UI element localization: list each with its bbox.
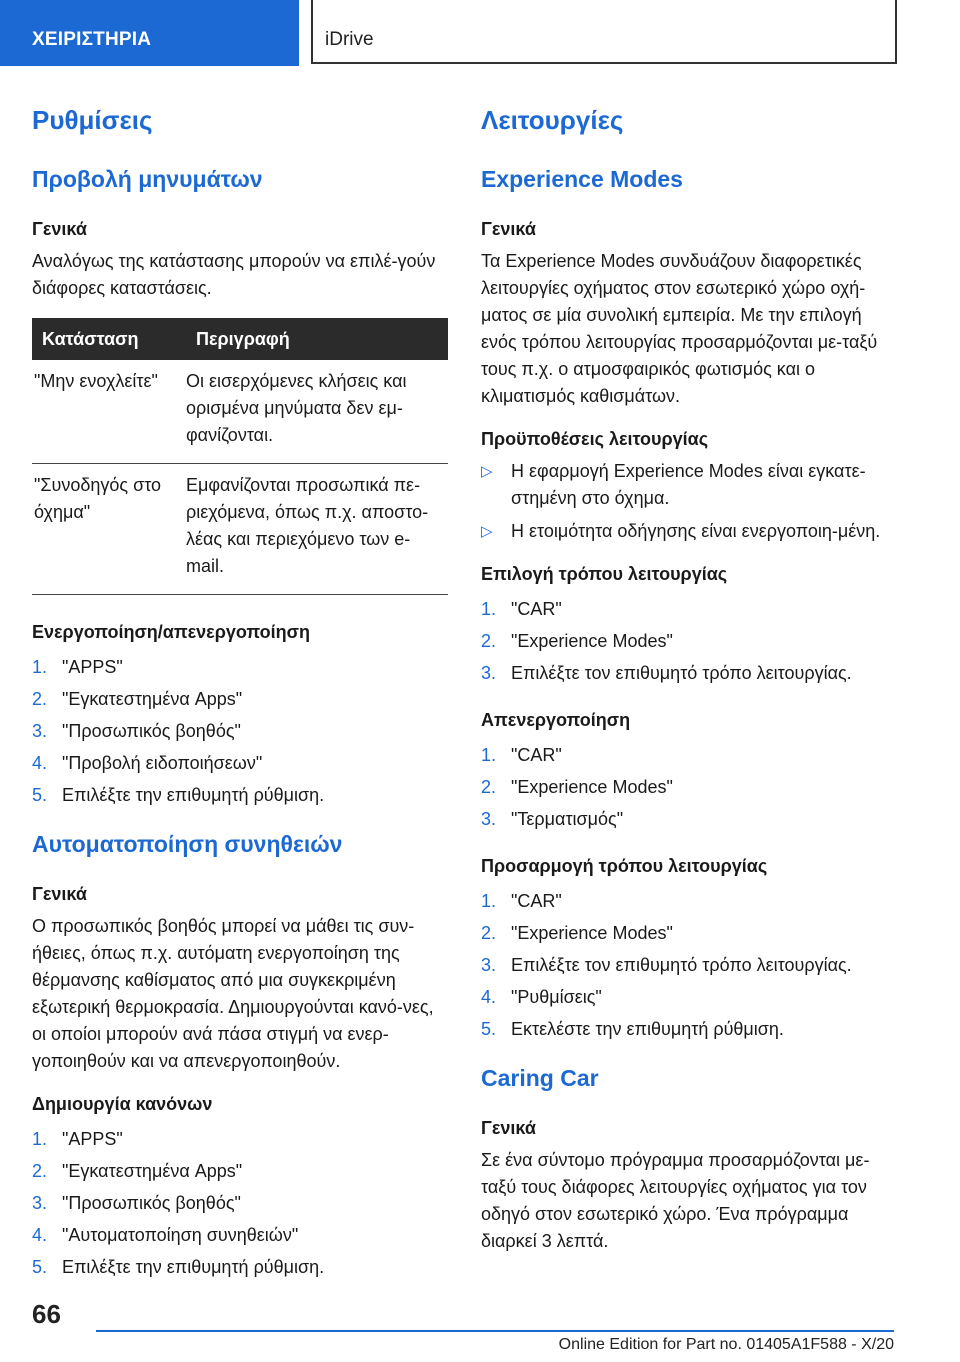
step-text: "Προσωπικός βοηθός" bbox=[62, 721, 241, 741]
step-text: "Αυτοματοποίηση συνηθειών" bbox=[62, 1225, 299, 1245]
step-number: 5. bbox=[32, 785, 48, 805]
prereq-heading: Προϋποθέσεις λειτουργίας bbox=[481, 429, 709, 449]
caring-general-text: Σε ένα σύντομο πρόγραμμα προσαρμόζονται με-ταξύ τους διάφορες λειτουργίες οχήματος για τον οδηγό στον εσωτερικό χώρο. Ένα πρόγραμμα διαρκεί 3 λεπτά. bbox=[481, 1150, 870, 1251]
triangle-bullet-icon: ▷ bbox=[481, 523, 493, 540]
section-tab bbox=[311, 0, 897, 64]
step-number: 4. bbox=[32, 753, 48, 773]
step-number: 1. bbox=[32, 657, 48, 677]
list-item bbox=[481, 458, 897, 512]
rules-heading: Δημιουργία κανόνων bbox=[32, 1094, 213, 1114]
list-item bbox=[32, 651, 448, 683]
step-number: 2. bbox=[481, 923, 497, 943]
step-text: "Εγκατεστημένα Apps" bbox=[62, 1161, 243, 1181]
status-table bbox=[32, 318, 448, 595]
step-text: Επιλέξτε την επιθυμητή ρύθμιση. bbox=[62, 785, 325, 805]
toggle-steps bbox=[32, 651, 448, 811]
toggle-heading: Ενεργοποίηση/απενεργοποίηση bbox=[32, 622, 310, 642]
step-text: "APPS" bbox=[62, 1129, 123, 1149]
page-number: 66 bbox=[32, 1299, 61, 1329]
list-item bbox=[481, 981, 897, 1013]
step-number: 3. bbox=[32, 721, 48, 741]
table-row bbox=[32, 360, 448, 464]
step-text: "Τερματισμός" bbox=[511, 809, 624, 829]
list-item bbox=[481, 803, 897, 835]
select-steps bbox=[481, 593, 897, 689]
step-text: "Προσωπικός βοηθός" bbox=[62, 1193, 241, 1213]
caring-general-heading: Γενικά bbox=[481, 1118, 536, 1138]
prereq-text: Η εφαρμογή Experience Modes είναι εγκατε-στημένη στο όχημα. bbox=[511, 461, 866, 508]
step-text: "CAR" bbox=[511, 599, 562, 619]
list-item bbox=[481, 625, 897, 657]
step-number: 2. bbox=[481, 631, 497, 651]
table-row bbox=[32, 464, 448, 595]
step-text: "Ρυθμίσεις" bbox=[511, 987, 602, 1007]
step-text: Επιλέξτε την επιθυμητή ρύθμιση. bbox=[62, 1257, 325, 1277]
step-text: Επιλέξτε τον επιθυμητό τρόπο λειτουργίας. bbox=[511, 663, 852, 683]
section-title: iDrive bbox=[325, 29, 374, 50]
step-number: 5. bbox=[32, 1257, 48, 1277]
adapt-steps bbox=[481, 885, 897, 1045]
table-header-description: Περιγραφή bbox=[186, 318, 448, 360]
list-item bbox=[481, 917, 897, 949]
step-number: 2. bbox=[481, 777, 497, 797]
step-text: "Experience Modes" bbox=[511, 631, 673, 651]
edition-footer: Online Edition for Part no. 01405A1F588 - X/20 bbox=[558, 1336, 894, 1353]
msgview-general-heading: Γενικά bbox=[32, 219, 87, 239]
deactivate-steps bbox=[481, 739, 897, 835]
prereq-list bbox=[481, 458, 897, 545]
settings-title: Ρυθμίσεις bbox=[32, 105, 153, 135]
list-item bbox=[32, 1187, 448, 1219]
prereq-text: Η ετοιμότητα οδήγησης είναι ενεργοποιη-μένη. bbox=[511, 521, 881, 541]
table-cell-status: "Μην ενοχλείτε" bbox=[32, 360, 186, 464]
step-text: "CAR" bbox=[511, 745, 562, 765]
list-item bbox=[481, 518, 897, 545]
list-item bbox=[481, 1013, 897, 1045]
chapter-tab bbox=[0, 0, 299, 66]
left-column bbox=[32, 102, 448, 1301]
triangle-bullet-icon: ▷ bbox=[481, 463, 493, 480]
step-number: 1. bbox=[481, 599, 497, 619]
select-heading: Επιλογή τρόπου λειτουργίας bbox=[481, 564, 728, 584]
list-item bbox=[481, 949, 897, 981]
caring-heading: Caring Car bbox=[481, 1065, 599, 1091]
list-item bbox=[32, 1123, 448, 1155]
functions-title: Λειτουργίες bbox=[481, 105, 624, 135]
step-number: 3. bbox=[481, 809, 497, 829]
experience-heading: Experience Modes bbox=[481, 166, 683, 192]
list-item bbox=[32, 1219, 448, 1251]
step-text: Εκτελέστε την επιθυμητή ρύθμιση. bbox=[511, 1019, 784, 1039]
step-number: 2. bbox=[32, 689, 48, 709]
step-number: 5. bbox=[481, 1019, 497, 1039]
step-number: 2. bbox=[32, 1161, 48, 1181]
list-item bbox=[32, 1251, 448, 1283]
table-cell-description: Εμφανίζονται προσωπικά πε-ριεχόμενα, όπως π.χ. αποστο-λέας και περιεχόμενο των e-mail. bbox=[186, 464, 448, 595]
step-text: "Experience Modes" bbox=[511, 923, 673, 943]
step-text: "CAR" bbox=[511, 891, 562, 911]
step-number: 3. bbox=[481, 955, 497, 975]
adapt-heading: Προσαρμογή τρόπου λειτουργίας bbox=[481, 856, 768, 876]
experience-general-heading: Γενικά bbox=[481, 219, 536, 239]
list-item bbox=[481, 739, 897, 771]
step-number: 3. bbox=[32, 1193, 48, 1213]
msgview-general-text: Αναλόγως της κατάστασης μπορούν να επιλέ-γούν διάφορες καταστάσεις. bbox=[32, 251, 436, 298]
footer-divider bbox=[96, 1330, 894, 1332]
step-number: 3. bbox=[481, 663, 497, 683]
list-item bbox=[32, 683, 448, 715]
step-number: 1. bbox=[481, 891, 497, 911]
step-number: 1. bbox=[32, 1129, 48, 1149]
automation-general-text: Ο προσωπικός βοηθός μπορεί να μάθει τις συν-ήθειες, όπως π.χ. αυτόματη ενεργοποίηση της θέρμανσης καθίσματος από μια συγκεκριμένη εξωτερική θερμοκρασία. Δημιουργούνται κανό-νες, οι οποίοι μπορούν ανά πάσα στιγμή να ενερ-γοποιηθούν και να απενεργοποιηθούν. bbox=[32, 916, 434, 1071]
step-text: "Εγκατεστημένα Apps" bbox=[62, 689, 243, 709]
list-item bbox=[32, 715, 448, 747]
msgview-heading: Προβολή μηνυμάτων bbox=[32, 166, 263, 192]
list-item bbox=[32, 1155, 448, 1187]
list-item bbox=[32, 747, 448, 779]
step-number: 4. bbox=[32, 1225, 48, 1245]
chapter-title: ΧΕΙΡΙΣΤΗΡΙΑ bbox=[32, 29, 152, 50]
step-text: "Προβολή ειδοποιήσεων" bbox=[62, 753, 263, 773]
list-item bbox=[32, 779, 448, 811]
list-item bbox=[481, 593, 897, 625]
table-cell-status: "Συνοδηγός στο όχημα" bbox=[32, 464, 186, 595]
step-text: "APPS" bbox=[62, 657, 123, 677]
automation-general-heading: Γενικά bbox=[32, 884, 87, 904]
step-number: 4. bbox=[481, 987, 497, 1007]
step-text: "Experience Modes" bbox=[511, 777, 673, 797]
step-text: Επιλέξτε τον επιθυμητό τρόπο λειτουργίας. bbox=[511, 955, 852, 975]
list-item bbox=[481, 657, 897, 689]
deactivate-heading: Απενεργοποίηση bbox=[481, 710, 631, 730]
right-column bbox=[481, 102, 897, 1271]
step-number: 1. bbox=[481, 745, 497, 765]
list-item bbox=[481, 771, 897, 803]
table-cell-description: Οι εισερχόμενες κλήσεις και ορισμένα μηνύματα δεν εμ-φανίζονται. bbox=[186, 360, 448, 464]
rules-steps bbox=[32, 1123, 448, 1283]
table-header-status: Κατάσταση bbox=[32, 318, 186, 360]
automation-heading: Αυτοματοποίηση συνηθειών bbox=[32, 831, 343, 857]
experience-general-text: Τα Experience Modes συνδυάζουν διαφορετικές λειτουργίες οχήματος στον εσωτερικό χώρο οχή-ματος σε μία συνολική εμπειρία. Με την επιλογή ενός τρόπου λειτουργίας προσαρμόζονται με-ταξύ τους π.χ. ο ατμοσφαιρικός φωτισμός και ο κλιματισμός καθισμάτων. bbox=[481, 251, 878, 406]
list-item bbox=[481, 885, 897, 917]
